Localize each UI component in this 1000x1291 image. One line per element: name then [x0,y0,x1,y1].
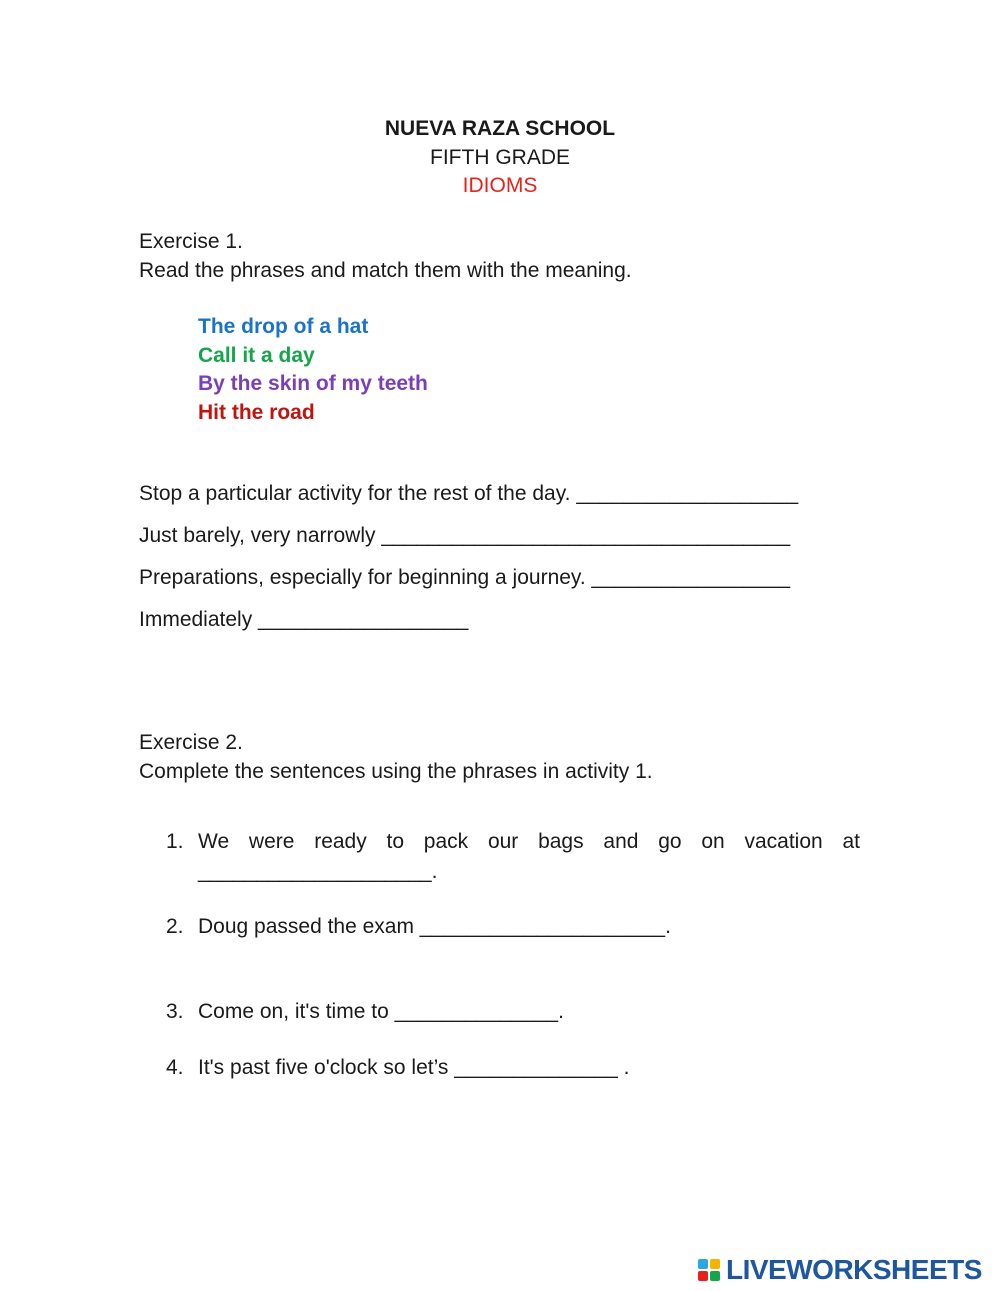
logo-square [698,1259,708,1269]
sentence-number: 3. [166,1000,184,1023]
worksheet-header [0,115,1000,201]
sentence-number: 4. [166,1056,184,1079]
sentence-number: 2. [166,915,184,938]
sentence-text[interactable]: We were ready to pack our bags and go on vacation at ____________________. [198,830,860,883]
logo-square [710,1259,720,1269]
idiom-list [198,313,428,427]
meaning-list [139,480,798,648]
liveworksheets-logo [698,1255,982,1285]
grade-label: FIFTH GRADE [430,145,570,169]
meaning-item[interactable]: Just barely, very narrowly ___________________________________ [139,524,791,547]
topic-title: IDIOMS [462,174,538,197]
sentence-item [166,827,860,887]
idiom-item: Hit the road [198,400,315,424]
sentence-item [166,912,860,942]
sentence-number: 1. [166,830,184,853]
liveworksheets-logo-icon [698,1259,720,1281]
logo-square [698,1271,708,1281]
school-name: NUEVA RAZA SCHOOL [384,117,616,140]
sentence-text[interactable]: Doug passed the exam _____________________. [198,915,671,938]
logo-text: LIVEWORKSHEETS [726,1254,982,1285]
logo-square [710,1271,720,1281]
exercise-1-title: Exercise 1. [139,230,243,253]
meaning-item[interactable]: Stop a particular activity for the rest of the day. ___________________ [139,482,799,505]
exercise-2-heading [139,729,653,786]
idiom-item: Call it a day [198,343,315,367]
sentence-item [166,997,860,1027]
sentence-item [166,1053,860,1083]
exercise-1-instruction: Read the phrases and match them with the meaning. [139,258,632,282]
sentence-text[interactable]: Come on, it's time to ______________. [198,1000,564,1023]
sentence-text[interactable]: It's past five o'clock so let’s ______________ . [198,1056,630,1079]
exercise-1-heading [139,228,632,285]
idiom-item: By the skin of my teeth [198,372,428,395]
meaning-item[interactable]: Immediately __________________ [139,608,469,631]
meaning-item[interactable]: Preparations, especially for beginning a journey. _________________ [139,566,791,589]
exercise-2-title: Exercise 2. [139,731,243,754]
exercise-2-instruction: Complete the sentences using the phrases in activity 1. [139,759,653,783]
idiom-item: The drop of a hat [198,315,369,338]
